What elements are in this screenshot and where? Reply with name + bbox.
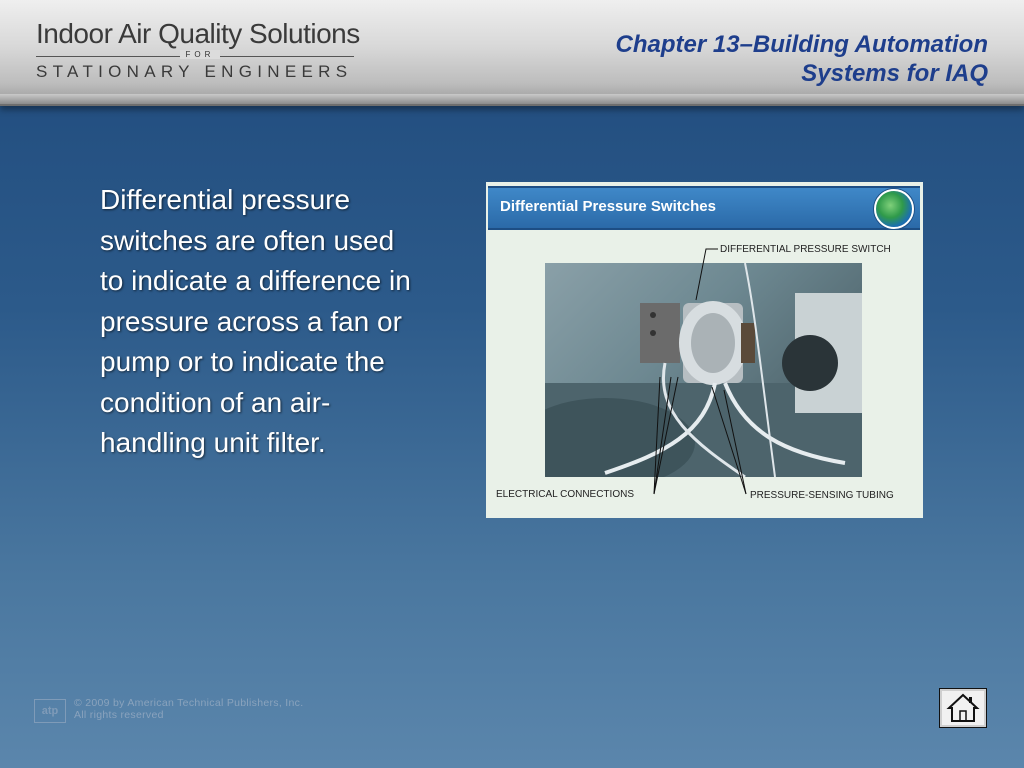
publisher-logo: atp	[34, 699, 66, 723]
figure-title: Differential Pressure Switches	[500, 198, 716, 215]
slide-header	[0, 0, 1024, 106]
chapter-title-line1: Chapter 13–Building Automation	[615, 31, 988, 58]
copyright	[74, 697, 303, 721]
label-electrical-connections: ELECTRICAL CONNECTIONS	[496, 489, 634, 500]
label-differential-pressure-switch: DIFFERENTIAL PRESSURE SWITCH	[720, 244, 891, 255]
brand-for: FOR	[180, 50, 220, 59]
figure-panel	[486, 182, 923, 518]
brand-subtitle: STATIONARY ENGINEERS	[36, 62, 353, 81]
chapter-title	[616, 30, 988, 88]
copyright-line2: All rights reserved	[74, 709, 164, 721]
home-button[interactable]	[939, 688, 987, 728]
body-text: Differential pressure switches are often used to indicate a difference in pressure across a fan or pump or to indicate the condition of an air-handling unit filter.	[100, 184, 411, 458]
figure-banner	[488, 186, 920, 230]
chapter-title-line2: Systems for IAQ	[801, 60, 988, 87]
switch-photo	[545, 263, 862, 477]
copyright-line1: © 2009 by American Technical Publishers, Inc.	[74, 697, 304, 709]
header-stripe	[0, 94, 1024, 104]
globe-icon	[874, 189, 914, 229]
brand-title: Indoor Air Quality Solutions	[36, 18, 360, 49]
switch-photo-illustration	[545, 263, 862, 477]
label-pressure-sensing-tubing: PRESSURE-SENSING TUBING	[750, 490, 894, 501]
home-icon	[940, 689, 986, 727]
